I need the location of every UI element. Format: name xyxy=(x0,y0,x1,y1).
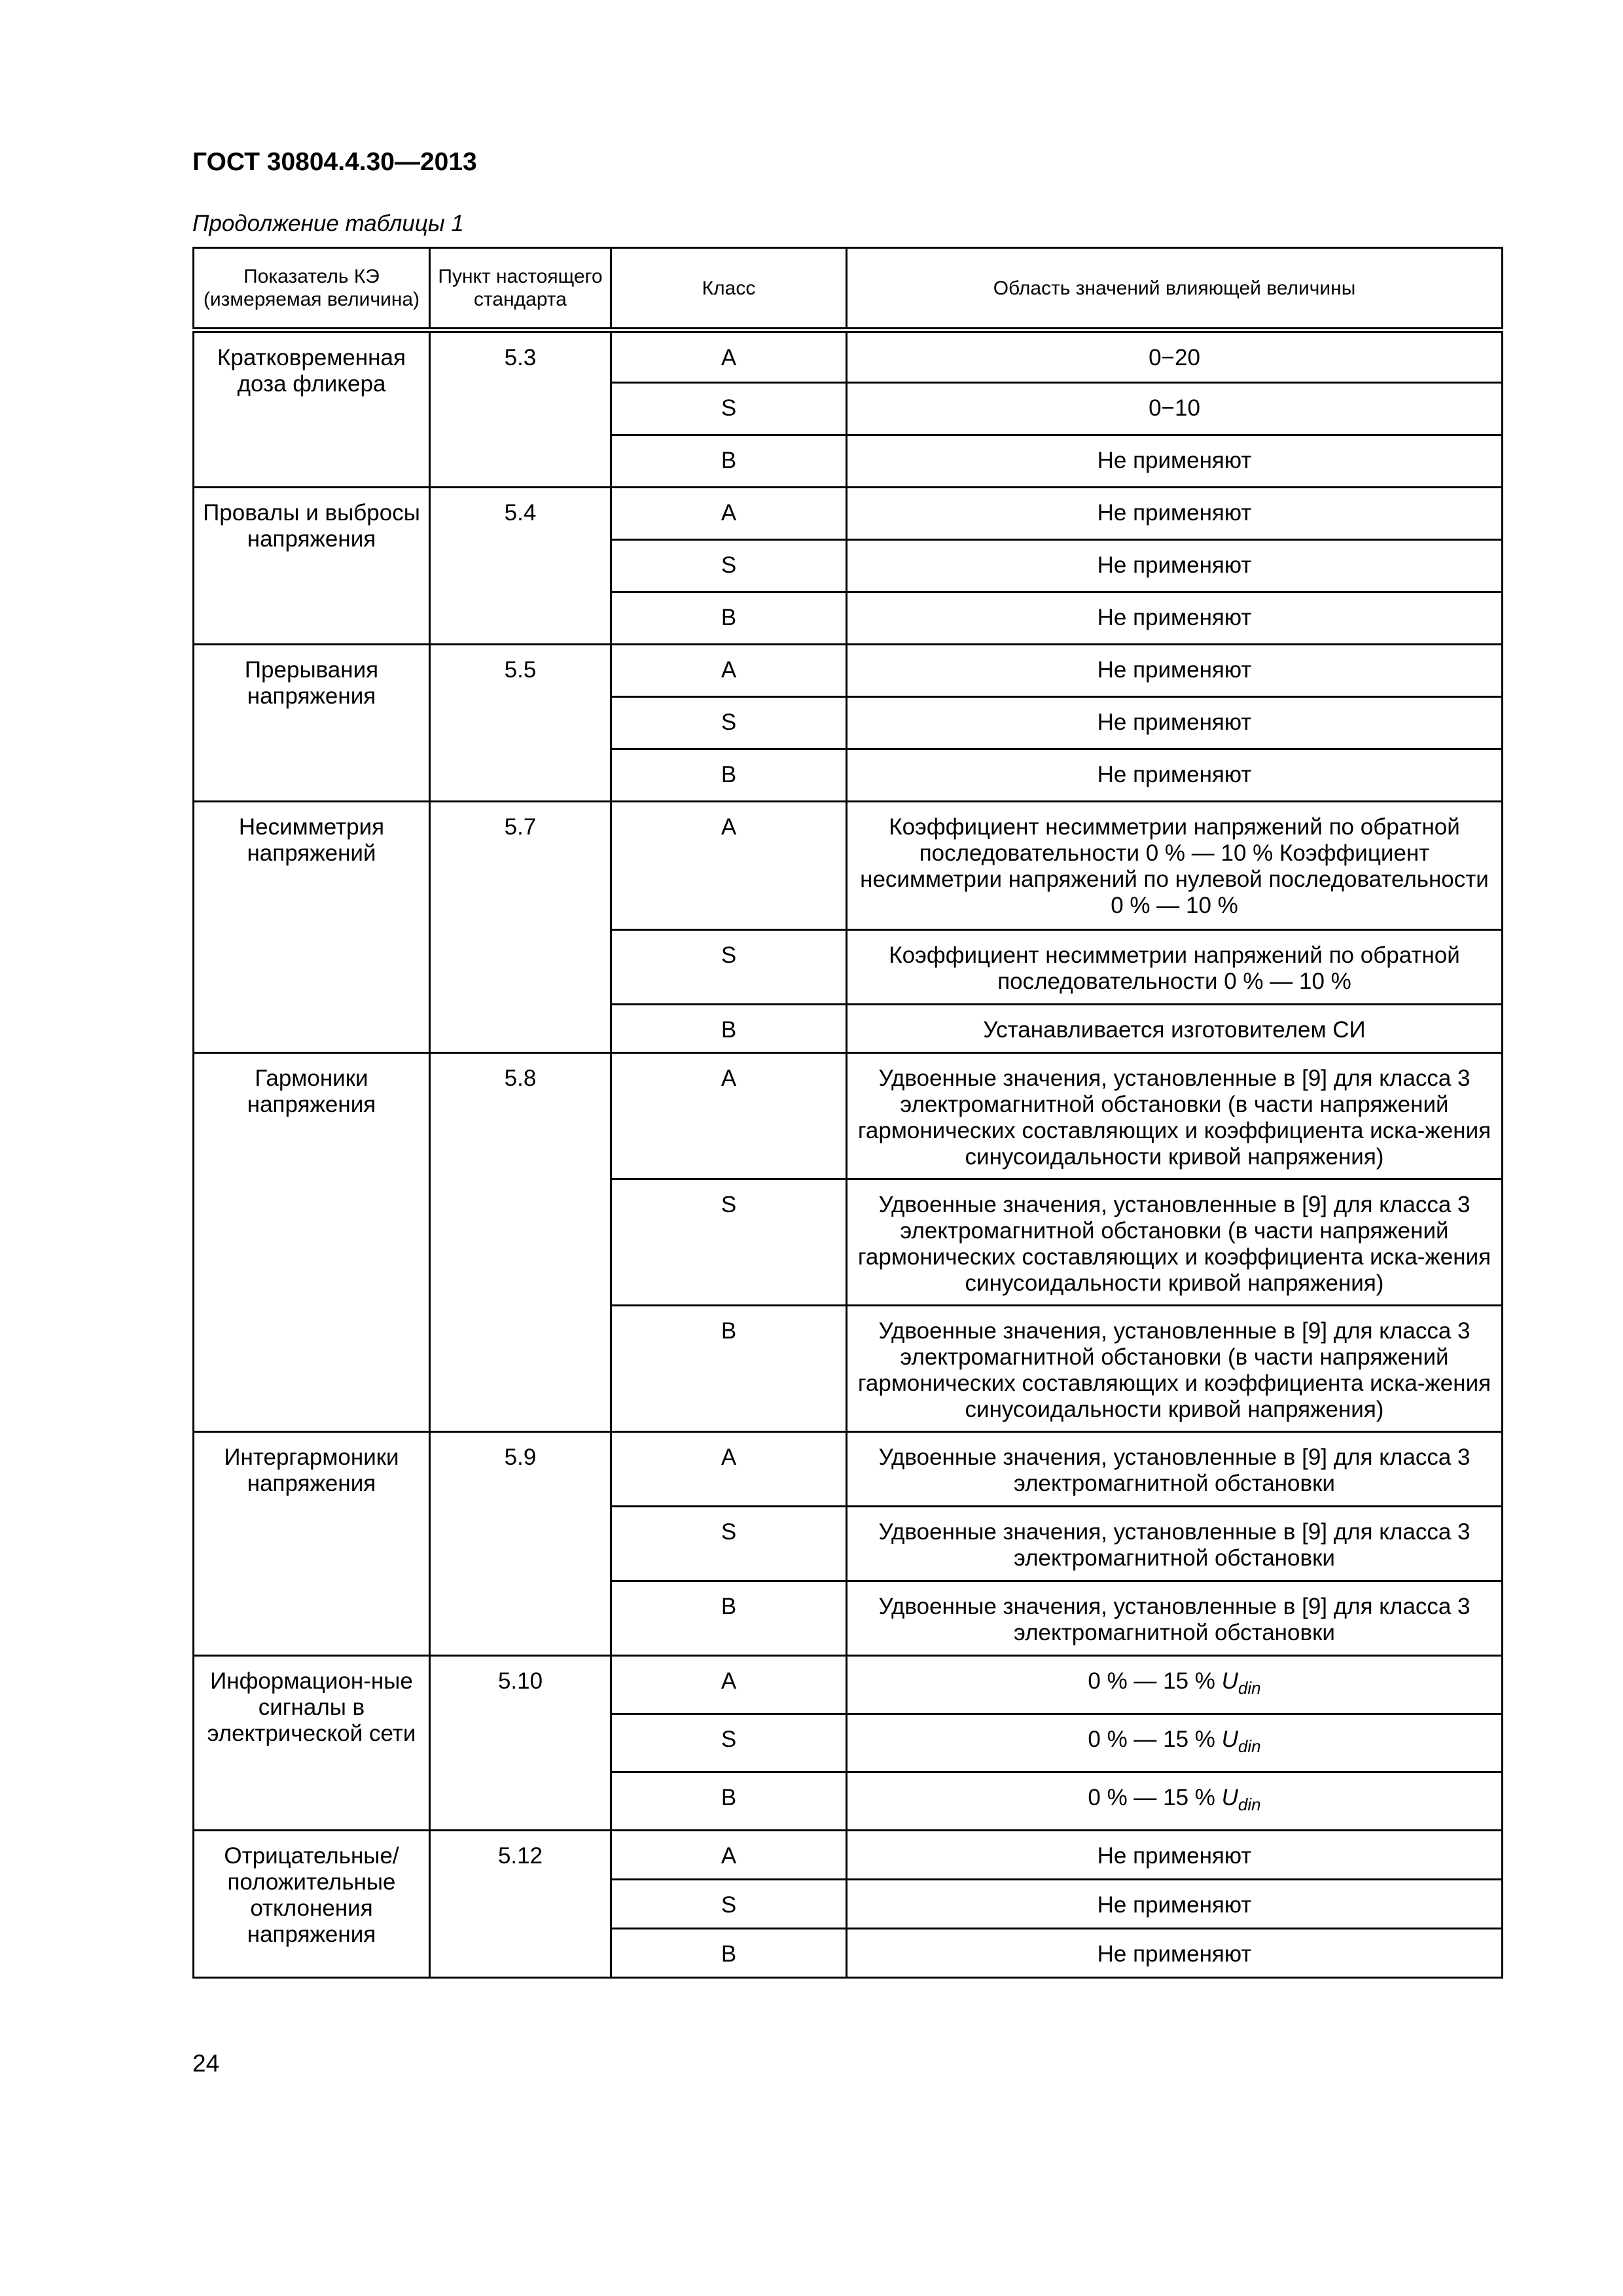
class-cell: S xyxy=(611,540,847,592)
table-body xyxy=(194,331,1503,1978)
indicator-cell: Гармоники напряжения xyxy=(194,1053,430,1432)
range-cell: Удвоенные значения, установленные в [9] для класса 3 электромагнитной обстановки (в части напряжений гармонических составляющих и коэффициента иска-жения синусоидальности кривой напряжения) xyxy=(847,1053,1503,1179)
range-cell: Устанавливается изготовителем СИ xyxy=(847,1005,1503,1053)
class-cell: B xyxy=(611,592,847,645)
class-cell: B xyxy=(611,1772,847,1831)
range-variable: U xyxy=(1221,1785,1238,1810)
indicator-cell: Провалы и выбросы напряжения xyxy=(194,488,430,645)
class-cell: A xyxy=(611,1053,847,1179)
range-text: 0 % — 15 % xyxy=(1088,1668,1222,1694)
class-cell: B xyxy=(611,1306,847,1432)
range-subscript: din xyxy=(1238,1795,1261,1814)
range-cell: Коэффициент несимметрии напряжений по обратной последовательности 0 % — 10 % xyxy=(847,930,1503,1005)
range-cell: Не применяют xyxy=(847,592,1503,645)
clause-cell: 5.3 xyxy=(430,331,611,488)
table-row xyxy=(194,645,1503,697)
range-cell: Не применяют xyxy=(847,488,1503,540)
page-number: 24 xyxy=(192,2050,220,2077)
clause-cell: 5.8 xyxy=(430,1053,611,1432)
range-text: 0 % — 15 % xyxy=(1088,1727,1222,1752)
range-cell: Удвоенные значения, установленные в [9] для класса 3 электромагнитной обстановки (в части напряжений гармонических составляющих и коэффициента иска-жения синусоидальности кривой напряжения) xyxy=(847,1306,1503,1432)
class-cell: S xyxy=(611,383,847,435)
clause-cell: 5.10 xyxy=(430,1656,611,1831)
class-cell: S xyxy=(611,1880,847,1929)
range-variable: U xyxy=(1221,1668,1238,1694)
document-header: ГОСТ 30804.4.30—2013 xyxy=(192,148,477,176)
class-cell: B xyxy=(611,435,847,488)
range-cell xyxy=(847,1714,1503,1772)
column-header-range: Область значений влияющей величины xyxy=(847,248,1503,331)
range-cell: Не применяют xyxy=(847,1880,1503,1929)
class-cell: A xyxy=(611,1656,847,1714)
class-cell: B xyxy=(611,1581,847,1656)
class-cell: S xyxy=(611,697,847,749)
range-cell: Не применяют xyxy=(847,435,1503,488)
range-cell xyxy=(847,1772,1503,1831)
clause-cell: 5.12 xyxy=(430,1831,611,1978)
range-subscript: din xyxy=(1238,1736,1261,1756)
range-cell: Удвоенные значения, установленные в [9] для класса 3 электромагнитной обстановки xyxy=(847,1432,1503,1507)
range-cell: Коэффициент несимметрии напряжений по обратной последовательности 0 % — 10 % Коэффициент несимметрии напряжений по нулевой последовательности 0 % — 10 % xyxy=(847,802,1503,930)
range-variable: U xyxy=(1221,1727,1238,1752)
class-cell: S xyxy=(611,1179,847,1306)
range-cell xyxy=(847,1656,1503,1714)
indicator-cell: Несимметрия напряжений xyxy=(194,802,430,1053)
range-cell: Не применяют xyxy=(847,1831,1503,1880)
range-cell: Не применяют xyxy=(847,1929,1503,1978)
table-row xyxy=(194,1656,1503,1714)
class-cell: A xyxy=(611,1831,847,1880)
indicator-cell: Отрицательные/ положительные отклонения напряжения xyxy=(194,1831,430,1978)
class-cell: S xyxy=(611,930,847,1005)
range-cell: 0−20 xyxy=(847,331,1503,383)
class-cell: B xyxy=(611,1005,847,1053)
clause-cell: 5.5 xyxy=(430,645,611,802)
range-cell: Не применяют xyxy=(847,697,1503,749)
table-row xyxy=(194,1831,1503,1880)
table-row xyxy=(194,1432,1503,1507)
class-cell: B xyxy=(611,1929,847,1978)
indicator-cell: Прерывания напряжения xyxy=(194,645,430,802)
class-cell: S xyxy=(611,1714,847,1772)
clause-cell: 5.9 xyxy=(430,1432,611,1656)
class-cell: A xyxy=(611,331,847,383)
clause-cell: 5.7 xyxy=(430,802,611,1053)
table-caption: Продолжение таблицы 1 xyxy=(192,211,464,236)
table-header-row xyxy=(194,248,1503,331)
class-cell: A xyxy=(611,488,847,540)
column-header-clause: Пункт настоящего стандарта xyxy=(430,248,611,331)
range-cell: Удвоенные значения, установленные в [9] для класса 3 электромагнитной обстановки (в части напряжений гармонических составляющих и коэффициента иска-жения синусоидальности кривой напряжения) xyxy=(847,1179,1503,1306)
class-cell: A xyxy=(611,1432,847,1507)
indicator-cell: Интергармоники напряжения xyxy=(194,1432,430,1656)
range-cell: Удвоенные значения, установленные в [9] для класса 3 электромагнитной обстановки xyxy=(847,1581,1503,1656)
table-row xyxy=(194,331,1503,383)
table-row xyxy=(194,802,1503,930)
range-cell: Не применяют xyxy=(847,749,1503,802)
range-subscript: din xyxy=(1238,1678,1261,1698)
clause-cell: 5.4 xyxy=(430,488,611,645)
column-header-class: Класс xyxy=(611,248,847,331)
range-cell: Не применяют xyxy=(847,540,1503,592)
table-row xyxy=(194,1053,1503,1179)
indicator-cell: Информацион-ные сигналы в электрической сети xyxy=(194,1656,430,1831)
parameters-table xyxy=(192,247,1503,1979)
class-cell: S xyxy=(611,1507,847,1581)
range-text: 0 % — 15 % xyxy=(1088,1785,1222,1810)
range-cell: 0−10 xyxy=(847,383,1503,435)
range-cell: Удвоенные значения, установленные в [9] для класса 3 электромагнитной обстановки xyxy=(847,1507,1503,1581)
class-cell: B xyxy=(611,749,847,802)
table-row xyxy=(194,488,1503,540)
class-cell: A xyxy=(611,645,847,697)
class-cell: A xyxy=(611,802,847,930)
range-cell: Не применяют xyxy=(847,645,1503,697)
indicator-cell: Кратковременная доза фликера xyxy=(194,331,430,488)
column-header-indicator: Показатель КЭ (измеряемая величина) xyxy=(194,248,430,331)
